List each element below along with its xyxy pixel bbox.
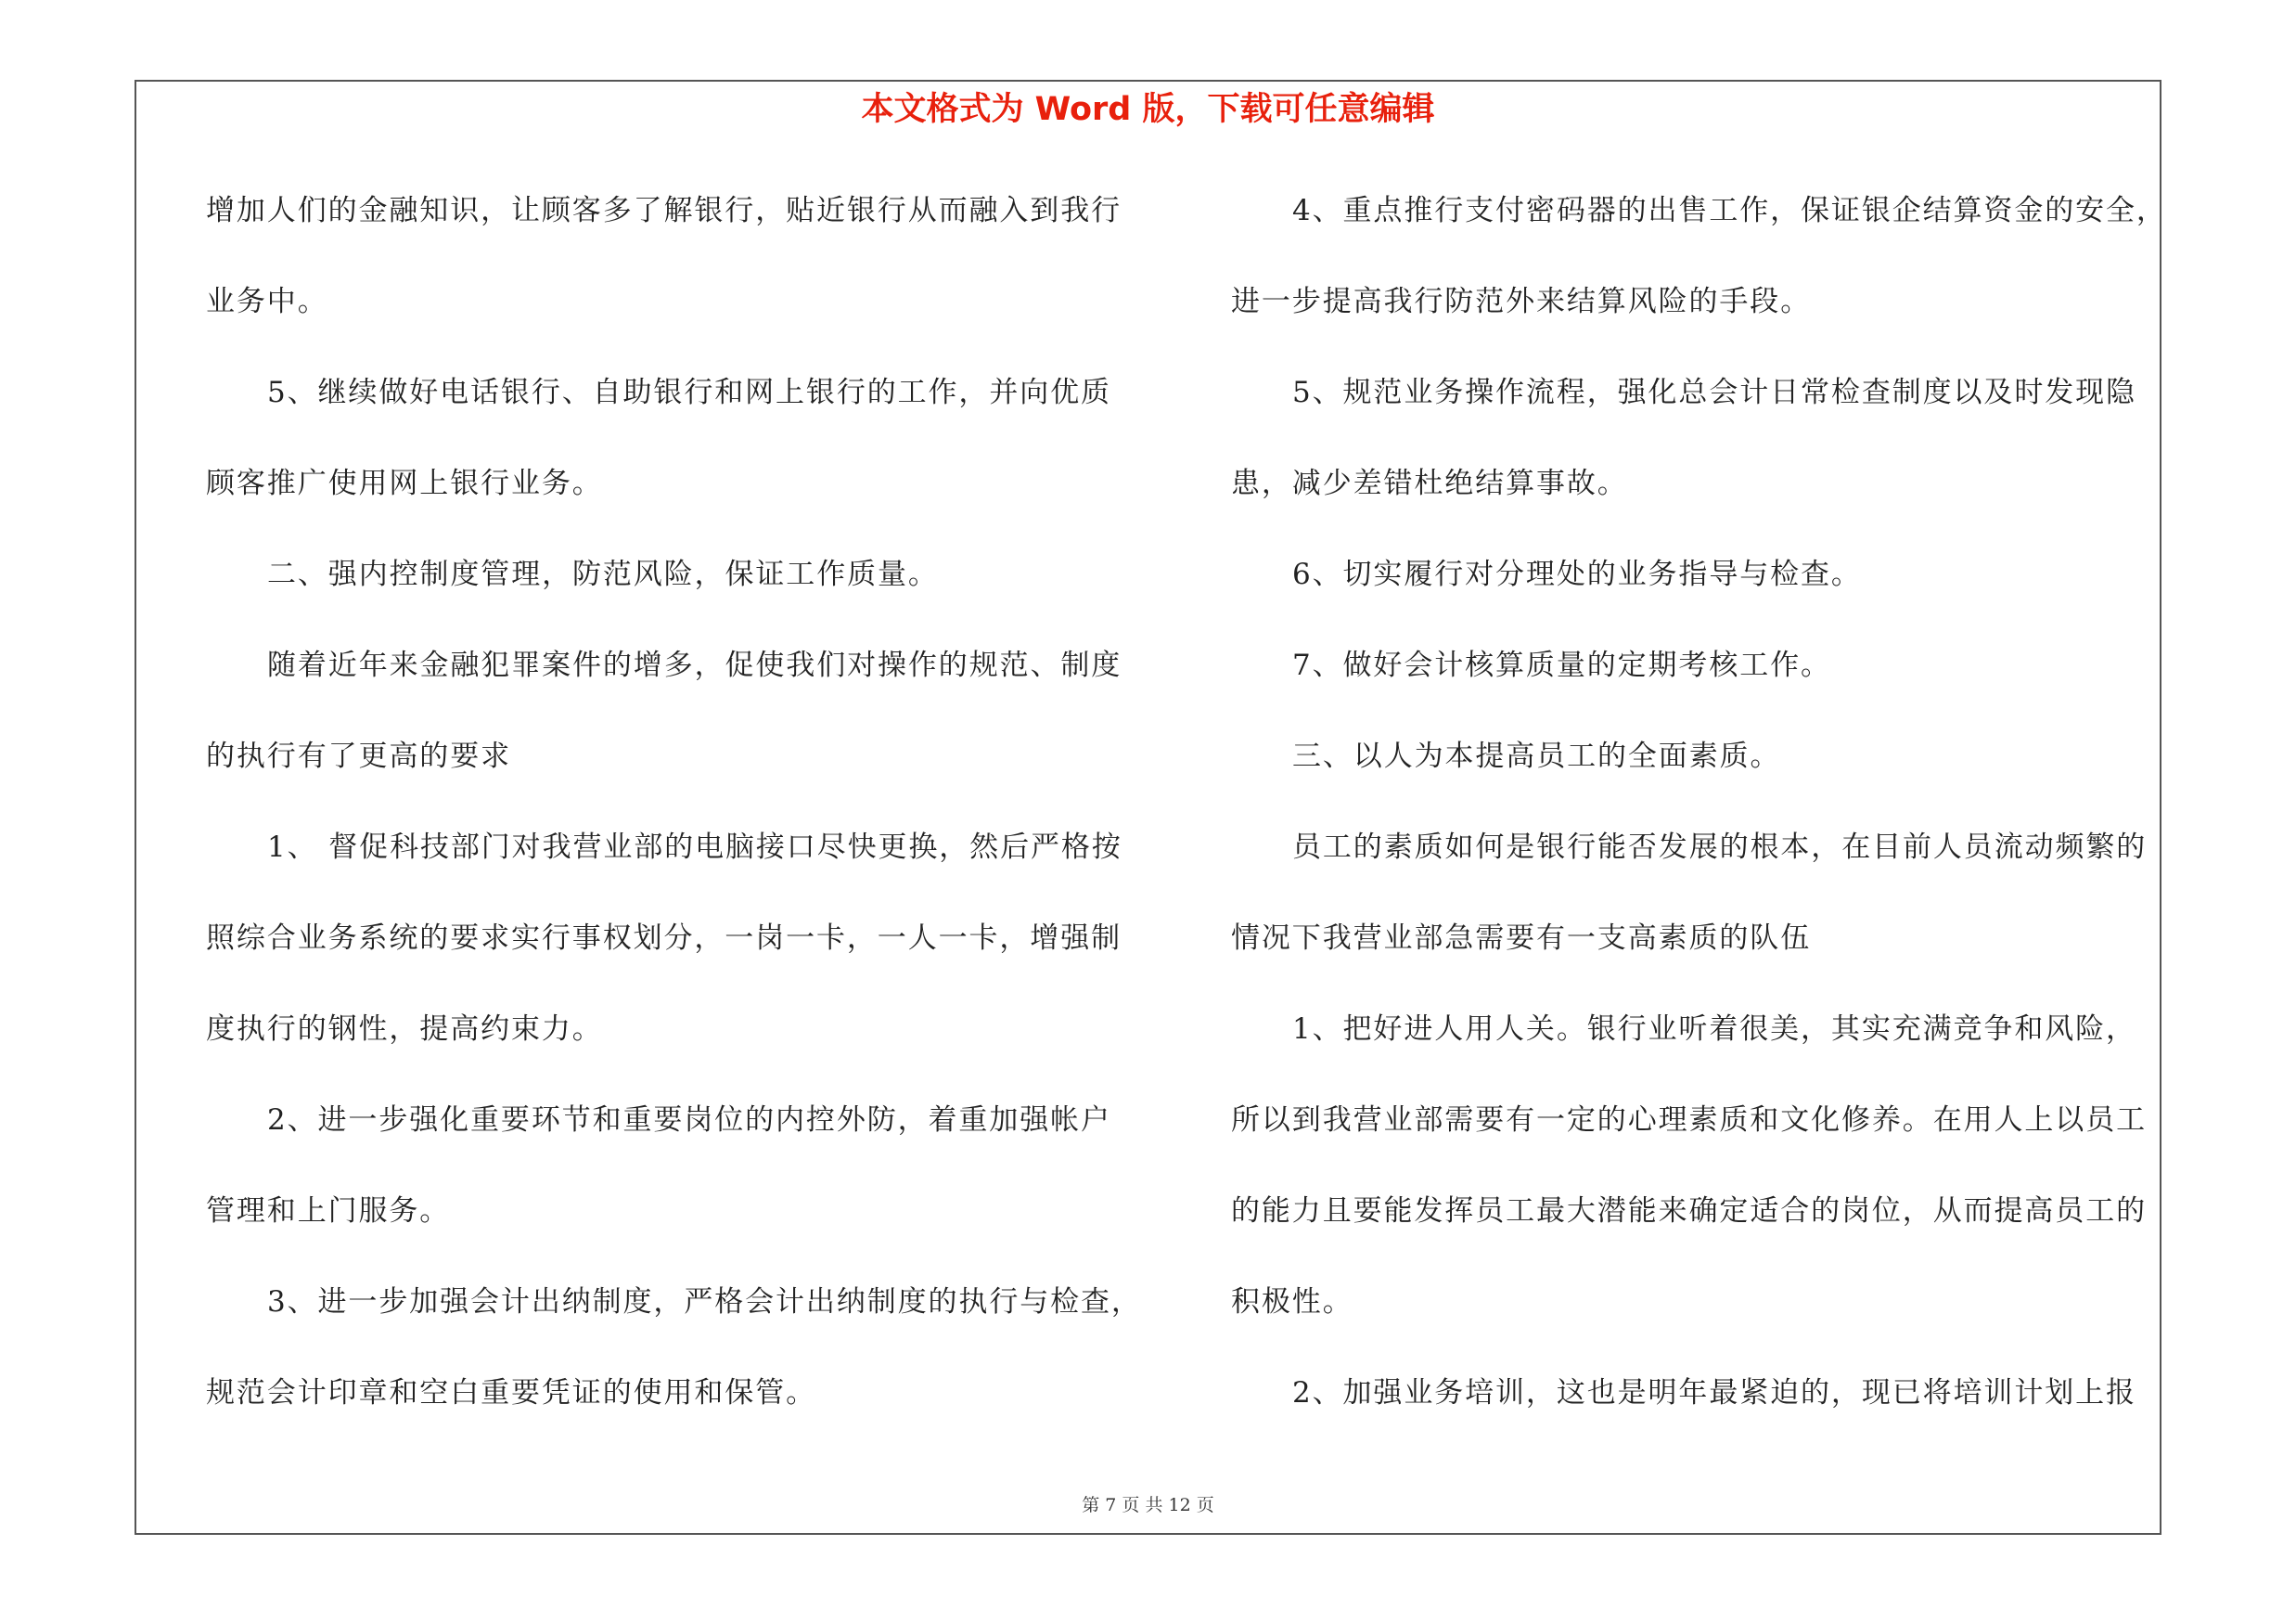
text-line: 所以到我营业部需要有一定的心理素质和文化修养。在用人上以员工	[1231, 1103, 2147, 1137]
text-line: 业务中。	[206, 285, 328, 318]
text-line: 2、进一步强化重要环节和重要岗位的内控外防，着重加强帐户	[267, 1103, 1111, 1137]
text-line: 6、切实履行对分理处的业务指导与检查。	[1292, 558, 1862, 591]
text-line: 患，减少差错杜绝结算事故。	[1231, 467, 1628, 500]
text-line: 度执行的钢性，提高约束力。	[206, 1012, 603, 1046]
text-line: 1、把好进人用人关。银行业听着很美，其实充满竞争和风险，	[1292, 1012, 2136, 1046]
text-line: 情况下我营业部急需要有一支高素质的队伍	[1231, 921, 1812, 955]
text-line: 2、加强业务培训，这也是明年最紧迫的，现已将培训计划上报	[1292, 1376, 2136, 1410]
text-line: 增加人们的金融知识，让顾客多了解银行，贴近银行从而融入到我行	[206, 194, 1122, 227]
text-line: 规范会计印章和空白重要凭证的使用和保管。	[206, 1376, 816, 1410]
format-notice-banner: 本文格式为 Word 版，下载可任意编辑	[861, 91, 1435, 128]
text-line: 三、以人为本提高员工的全面素质。	[1292, 740, 1781, 773]
text-line: 4、重点推行支付密码器的出售工作，保证银企结算资金的安全，	[1292, 194, 2167, 227]
page-number-footer: 第 7 页 共 12 页	[1082, 1495, 1214, 1515]
text-line: 的能力且要能发挥员工最大潜能来确定适合的岗位，从而提高员工的	[1231, 1194, 2147, 1228]
text-line: 1、 督促科技部门对我营业部的电脑接口尽快更换，然后严格按	[267, 831, 1122, 864]
text-line: 积极性。	[1231, 1285, 1353, 1319]
left-text-column	[206, 181, 1142, 1454]
text-line: 5、规范业务操作流程，强化总会计日常检查制度以及时发现隐	[1292, 376, 2136, 409]
text-line: 的执行有了更高的要求	[206, 740, 511, 773]
text-line: 5、继续做好电话银行、自助银行和网上银行的工作，并向优质	[267, 376, 1111, 409]
text-line: 顾客推广使用网上银行业务。	[206, 467, 603, 500]
text-line: 管理和上门服务。	[206, 1194, 451, 1228]
text-line: 7、做好会计核算质量的定期考核工作。	[1292, 649, 1831, 682]
text-line: 3、进一步加强会计出纳制度，严格会计出纳制度的执行与检查，	[267, 1285, 1142, 1319]
text-line: 照综合业务系统的要求实行事权划分，一岗一卡，一人一卡，增强制	[206, 921, 1122, 955]
text-line: 二、强内控制度管理，防范风险，保证工作质量。	[267, 558, 939, 591]
text-line: 进一步提高我行防范外来结算风险的手段。	[1231, 285, 1812, 318]
right-text-column	[1231, 181, 2167, 1454]
text-line: 随着近年来金融犯罪案件的增多，促使我们对操作的规范、制度	[267, 649, 1122, 682]
text-line: 员工的素质如何是银行能否发展的根本，在目前人员流动频繁的	[1292, 831, 2148, 864]
